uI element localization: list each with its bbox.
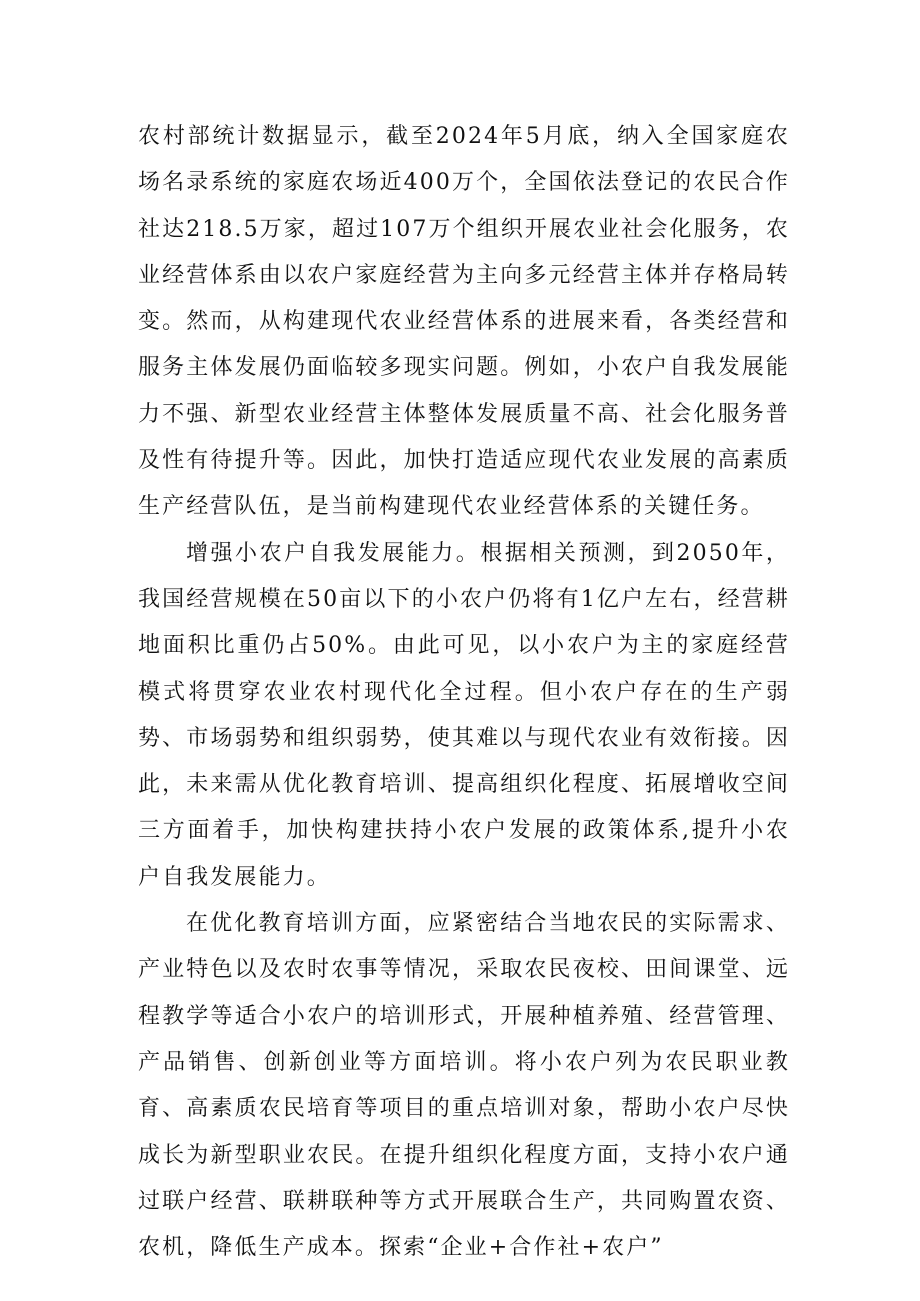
paragraph-1: 农村部统计数据显示，截至2024年5月底，纳入全国家庭农场名录系统的家庭农场近400万个，全国依法登记的农民合作社达218.5万家，超过107万个组织开展农业社会化服务，农业经营体系由以农户家庭经营为主向多元经营主体并存格局转变。然而，从构建现代农业经营体系的进展来看，各类经营和服务主体发展仍面临较多现实问题。例如，小农户自我发展能力不强、新型农业经营主体整体发展质量不高、社会化服务普及性有待提升等。因此，加快打造适应现代农业发展的高素质生产经营队伍，是当前构建现代农业经营体系的关键任务。 xyxy=(138,124,790,520)
document-body xyxy=(138,114,790,1271)
paragraph-3: 在优化教育培训方面，应紧密结合当地农民的实际需求、产业特色以及农时农事等情况，采取农民夜校、田间课堂、远程教学等适合小农户的培训形式，开展种植养殖、经营管理、产品销售、创新创业等方面培训。将小农户列为农民职业教育、高素质农民培育等项目的重点培训对象，帮助小农户尽快成长为新型职业农民。在提升组织化程度方面，支持小农户通过联户经营、联耕联种等方式开展联合生产，共同购置农资、农机，降低生产成本。探索“企业+合作社+农户” xyxy=(138,911,790,1261)
paragraph-2: 增强小农户自我发展能力。根据相关预测，到2050年，我国经营规模在50亩以下的小农户仍将有1亿户左右，经营耕地面积比重仍占50%。由此可见，以小农户为主的家庭经营模式将贯穿农业农村现代化全过程。但小农户存在的生产弱势、市场弱势和组织弱势，使其难以与现代农业有效衔接。因此，未来需从优化教育培训、提高组织化程度、拓展增收空间三方面着手，加快构建扶持小农户发展的政策体系,提升小农户自我发展能力。 xyxy=(138,540,790,890)
